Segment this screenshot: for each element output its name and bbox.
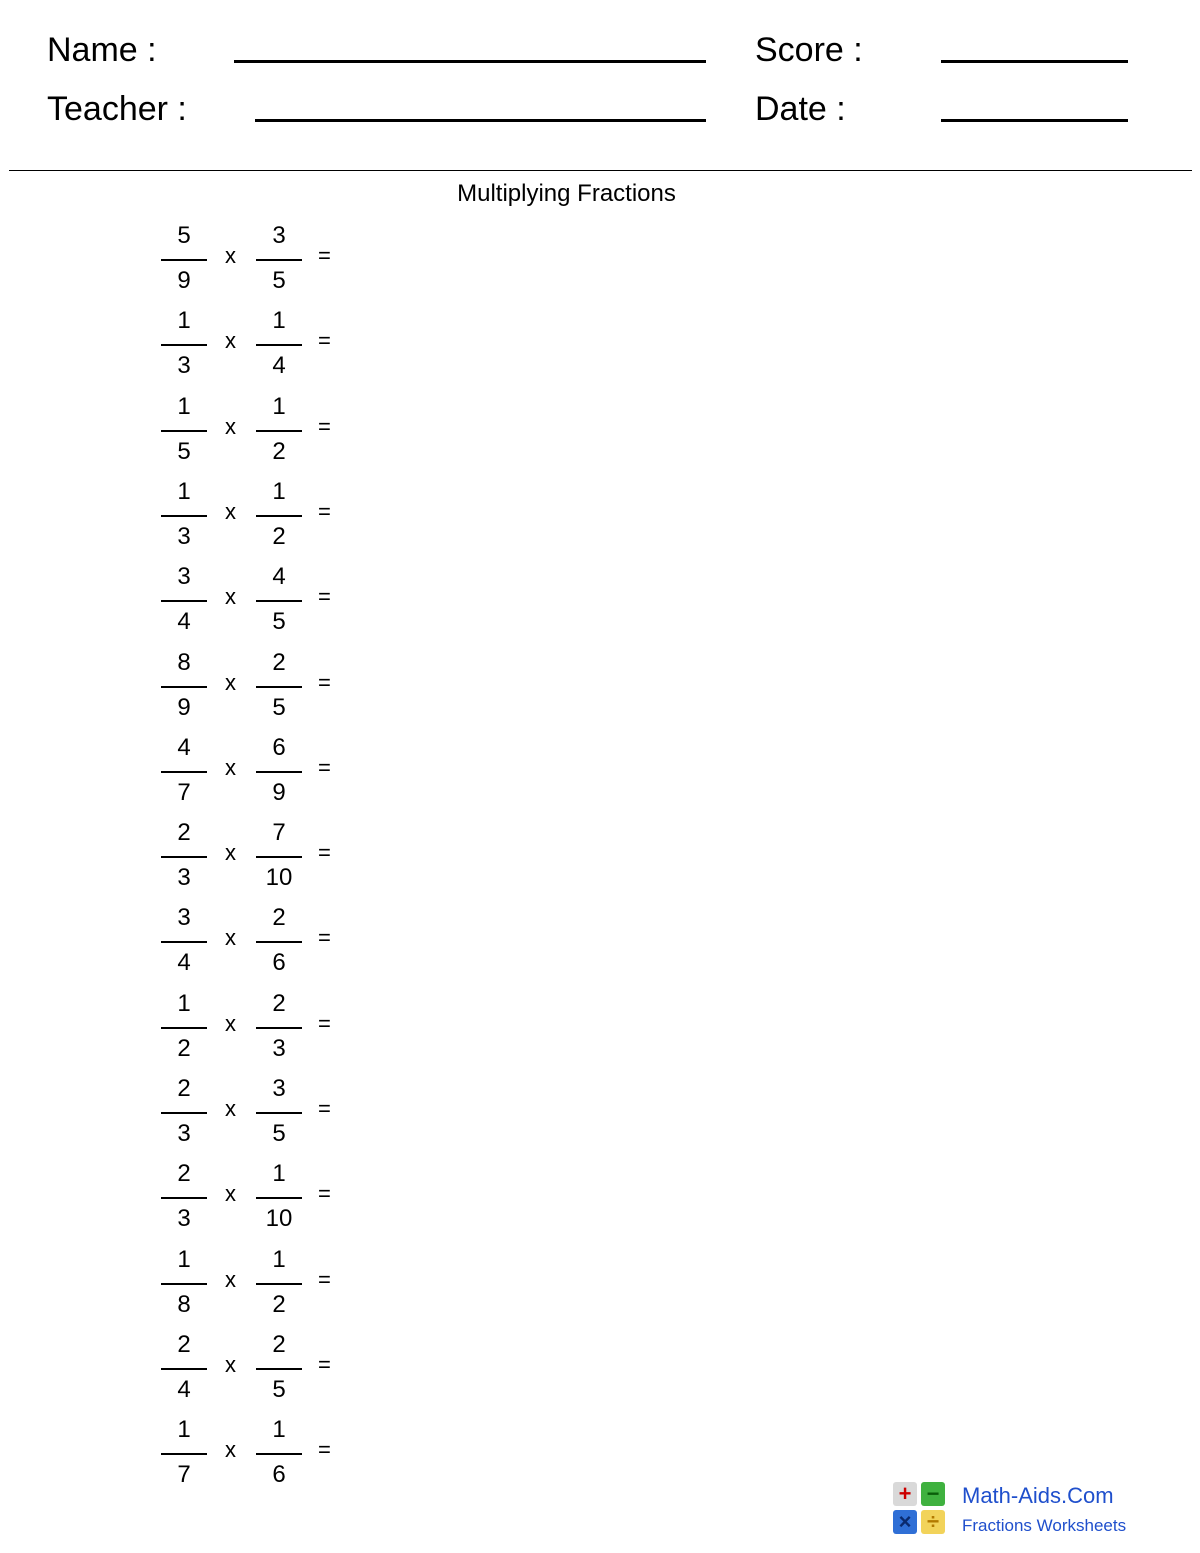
fraction-bar [256, 515, 302, 517]
fraction-bar [161, 1453, 207, 1455]
multiply-sign: x [225, 755, 236, 780]
denominator: 5 [272, 267, 286, 294]
denominator: 6 [272, 949, 286, 976]
denominator: 2 [272, 523, 286, 550]
denominator: 3 [272, 1035, 286, 1062]
equals-sign: = [318, 499, 331, 524]
numerator: 1 [272, 1416, 286, 1443]
operations-icon [893, 1482, 947, 1536]
equals-sign: = [318, 840, 331, 865]
fraction-b [256, 563, 302, 643]
numerator: 8 [177, 649, 191, 676]
denominator: 8 [177, 1291, 191, 1318]
numerator: 1 [272, 393, 286, 420]
header-divider [9, 170, 1192, 171]
fraction-b [256, 1246, 302, 1326]
denominator: 5 [272, 694, 286, 721]
multiply-sign: x [225, 243, 236, 268]
numerator: 2 [177, 1075, 191, 1102]
numerator: 1 [177, 1246, 191, 1273]
equals-sign: = [318, 243, 331, 268]
numerator: 2 [177, 819, 191, 846]
denominator: 5 [272, 1376, 286, 1403]
fraction-a [161, 1246, 207, 1326]
multiply-sign: x [225, 840, 236, 865]
equals-sign: = [318, 1437, 331, 1462]
fraction-bar [161, 1027, 207, 1029]
denominator: 7 [177, 779, 191, 806]
logo-name: Math-Aids.Com [962, 1483, 1114, 1508]
problem-row [0, 1160, 420, 1240]
denominator: 9 [177, 694, 191, 721]
fraction-b [256, 649, 302, 729]
fraction-bar [256, 1283, 302, 1285]
fraction-a [161, 819, 207, 899]
fraction-b [256, 222, 302, 302]
multiply-sign: x [225, 414, 236, 439]
denominator: 5 [272, 608, 286, 635]
numerator: 1 [272, 307, 286, 334]
numerator: 5 [177, 222, 191, 249]
numerator: 1 [177, 393, 191, 420]
fraction-b [256, 1075, 302, 1155]
times-icon: × [893, 1510, 917, 1534]
numerator: 2 [177, 1160, 191, 1187]
fraction-a [161, 1075, 207, 1155]
fraction-a [161, 478, 207, 558]
fraction-bar [161, 515, 207, 517]
problem-row [0, 307, 420, 387]
fraction-bar [161, 1283, 207, 1285]
numerator: 1 [177, 1416, 191, 1443]
multiply-sign: x [225, 1437, 236, 1462]
numerator: 7 [272, 819, 286, 846]
denominator: 4 [177, 1376, 191, 1403]
fraction-a [161, 393, 207, 473]
fraction-bar [256, 1453, 302, 1455]
fraction-bar [161, 600, 207, 602]
numerator: 2 [272, 990, 286, 1017]
equals-sign: = [318, 925, 331, 950]
numerator: 6 [272, 734, 286, 761]
numerator: 1 [272, 478, 286, 505]
fraction-bar [256, 430, 302, 432]
plus-icon: + [893, 1482, 917, 1506]
fraction-b [256, 1160, 302, 1240]
denominator: 6 [272, 1461, 286, 1488]
fraction-bar [161, 1112, 207, 1114]
fraction-a [161, 990, 207, 1070]
fraction-bar [256, 1112, 302, 1114]
problem-row [0, 904, 420, 984]
fraction-bar [161, 344, 207, 346]
fraction-bar [161, 771, 207, 773]
equals-sign: = [318, 1011, 331, 1036]
fraction-bar [256, 686, 302, 688]
denominator: 3 [177, 864, 191, 891]
denominator: 5 [272, 1120, 286, 1147]
denominator: 4 [177, 949, 191, 976]
fraction-bar [256, 856, 302, 858]
denominator: 9 [272, 779, 286, 806]
numerator: 2 [272, 1331, 286, 1358]
equals-sign: = [318, 1267, 331, 1292]
date-field[interactable] [941, 119, 1128, 122]
fraction-a [161, 222, 207, 302]
fraction-bar [256, 941, 302, 943]
fraction-bar [256, 344, 302, 346]
fraction-bar [161, 1197, 207, 1199]
fraction-b [256, 990, 302, 1070]
problem-row [0, 734, 420, 814]
numerator: 1 [272, 1160, 286, 1187]
equals-sign: = [318, 584, 331, 609]
fraction-bar [256, 1368, 302, 1370]
problem-row [0, 819, 420, 899]
denominator: 3 [177, 1205, 191, 1232]
equals-sign: = [318, 1181, 331, 1206]
fraction-a [161, 307, 207, 387]
problem-row [0, 1331, 420, 1411]
numerator: 2 [272, 649, 286, 676]
denominator: 4 [272, 352, 286, 379]
math-aids-logo [893, 1482, 1163, 1538]
numerator: 3 [177, 904, 191, 931]
denominator: 10 [265, 864, 293, 891]
denominator: 2 [177, 1035, 191, 1062]
fraction-b [256, 734, 302, 814]
fraction-bar [256, 1197, 302, 1199]
fraction-bar [256, 600, 302, 602]
equals-sign: = [318, 755, 331, 780]
fraction-bar [161, 1368, 207, 1370]
divide-icon: ÷ [921, 1510, 945, 1534]
fraction-b [256, 1416, 302, 1496]
numerator: 4 [272, 563, 286, 590]
denominator: 3 [177, 352, 191, 379]
denominator: 2 [272, 1291, 286, 1318]
numerator: 3 [177, 563, 191, 590]
equals-sign: = [318, 670, 331, 695]
problem-row [0, 1246, 420, 1326]
multiply-sign: x [225, 328, 236, 353]
multiply-sign: x [225, 1181, 236, 1206]
problem-row [0, 222, 420, 302]
fraction-a [161, 734, 207, 814]
fraction-b [256, 307, 302, 387]
fraction-bar [161, 856, 207, 858]
problem-row [0, 1075, 420, 1155]
equals-sign: = [318, 1096, 331, 1121]
numerator: 1 [272, 1246, 286, 1273]
numerator: 4 [177, 734, 191, 761]
worksheet-title: Multiplying Fractions [457, 180, 676, 207]
denominator: 3 [177, 523, 191, 550]
multiply-sign: x [225, 499, 236, 524]
fraction-b [256, 393, 302, 473]
denominator: 7 [177, 1461, 191, 1488]
score-label: Score : [755, 31, 863, 69]
fraction-bar [256, 259, 302, 261]
numerator: 3 [272, 1075, 286, 1102]
denominator: 2 [272, 438, 286, 465]
problem-row [0, 1416, 420, 1496]
name-label: Name : [47, 31, 157, 69]
fraction-a [161, 1160, 207, 1240]
multiply-sign: x [225, 1096, 236, 1121]
teacher-field[interactable] [255, 119, 706, 122]
denominator: 10 [265, 1205, 293, 1232]
denominator: 3 [177, 1120, 191, 1147]
numerator: 1 [177, 990, 191, 1017]
multiply-sign: x [225, 670, 236, 695]
fraction-bar [161, 941, 207, 943]
problem-row [0, 990, 420, 1070]
multiply-sign: x [225, 1352, 236, 1377]
fraction-a [161, 1416, 207, 1496]
date-label: Date : [755, 90, 846, 128]
fraction-b [256, 819, 302, 899]
problem-row [0, 393, 420, 473]
fraction-b [256, 904, 302, 984]
fraction-a [161, 904, 207, 984]
fraction-a [161, 1331, 207, 1411]
fraction-bar [256, 771, 302, 773]
multiply-sign: x [225, 1267, 236, 1292]
problem-row [0, 478, 420, 558]
fraction-a [161, 649, 207, 729]
equals-sign: = [318, 328, 331, 353]
logo-subtitle: Fractions Worksheets [962, 1516, 1127, 1535]
numerator: 1 [177, 478, 191, 505]
multiply-sign: x [225, 584, 236, 609]
fraction-a [161, 563, 207, 643]
numerator: 2 [177, 1331, 191, 1358]
numerator: 3 [272, 222, 286, 249]
name-field[interactable] [234, 60, 706, 63]
score-field[interactable] [941, 60, 1128, 63]
numerator: 1 [177, 307, 191, 334]
fraction-b [256, 1331, 302, 1411]
denominator: 4 [177, 608, 191, 635]
equals-sign: = [318, 414, 331, 439]
problem-row [0, 563, 420, 643]
minus-icon: − [921, 1482, 945, 1506]
teacher-label: Teacher : [47, 90, 187, 128]
fraction-bar [161, 430, 207, 432]
problem-row [0, 649, 420, 729]
multiply-sign: x [225, 1011, 236, 1036]
denominator: 5 [177, 438, 191, 465]
fraction-b [256, 478, 302, 558]
fraction-bar [256, 1027, 302, 1029]
fraction-bar [161, 686, 207, 688]
numerator: 2 [272, 904, 286, 931]
fraction-bar [161, 259, 207, 261]
denominator: 9 [177, 267, 191, 294]
equals-sign: = [318, 1352, 331, 1377]
multiply-sign: x [225, 925, 236, 950]
